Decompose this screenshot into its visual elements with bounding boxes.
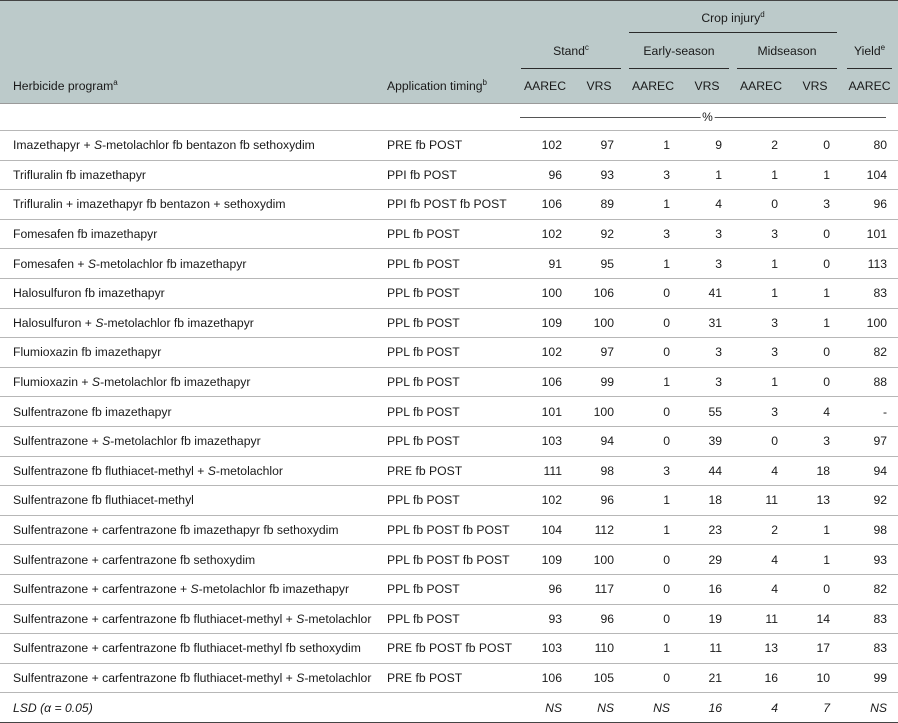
early-vrs-cell: 18	[681, 486, 733, 516]
stand-underline	[521, 68, 621, 69]
early-vrs-header: VRS	[694, 79, 720, 93]
stand-vrs-cell: 99	[573, 367, 625, 397]
herbicide-program-cell: Sulfentrazone fb imazethapyr	[0, 397, 377, 427]
table-row	[0, 486, 898, 516]
stand-aarec-cell: 93	[517, 604, 573, 634]
stand-vrs-cell: 100	[573, 308, 625, 338]
application-timing-cell: PPI fb POST	[377, 160, 517, 190]
application-timing-cell: PPL fb POST	[377, 397, 517, 427]
stand-vrs-cell: 105	[573, 663, 625, 693]
stand-aarec-cell: 102	[517, 131, 573, 161]
stand-aarec-cell: 106	[517, 190, 573, 220]
early-vrs-cell: 21	[681, 663, 733, 693]
yield-aarec-cell: 113	[841, 249, 898, 279]
application-timing-footnote: b	[482, 77, 487, 87]
herbicide-program-cell: Trifluralin fb imazethapyr	[0, 160, 377, 190]
table-row	[0, 131, 898, 161]
early-vrs-cell: 3	[681, 249, 733, 279]
mid-vrs-cell: 1	[789, 278, 841, 308]
percent-unit-label: %	[702, 110, 713, 124]
stand-aarec-cell: 101	[517, 397, 573, 427]
table-row	[0, 367, 898, 397]
mid-vrs-cell: 3	[789, 190, 841, 220]
early-vrs-cell: 55	[681, 397, 733, 427]
mid-aarec-cell: 4	[733, 574, 789, 604]
herbicide-program-cell: Flumioxazin + S-metolachlor fb imazethapyr	[0, 367, 377, 397]
application-timing-cell: PRE fb POST fb POST	[377, 634, 517, 664]
mid-aarec-cell: 1	[733, 367, 789, 397]
midseason-label: Midseason	[757, 44, 817, 58]
application-timing-cell: PPL fb POST fb POST	[377, 515, 517, 545]
yield-aarec-cell: 104	[841, 160, 898, 190]
herbicide-program-cell: Sulfentrazone + S-metolachlor fb imazethapyr	[0, 426, 377, 456]
early-aarec-cell: 0	[625, 338, 681, 368]
stand-group-header	[517, 33, 625, 69]
table-row	[0, 219, 898, 249]
early-vrs-cell: 23	[681, 515, 733, 545]
early-vrs-cell: 41	[681, 278, 733, 308]
table-header	[0, 0, 898, 104]
yield-aarec-cell: 82	[841, 574, 898, 604]
mid-aarec-cell: 3	[733, 397, 789, 427]
mid-aarec-cell: 1	[733, 160, 789, 190]
early-aarec-cell: 0	[625, 663, 681, 693]
crop-injury-label: Crop injury	[701, 11, 761, 25]
stand-vrs-cell: 93	[573, 160, 625, 190]
herbicide-program-cell: Halosulfuron + S-metolachlor fb imazethapyr	[0, 308, 377, 338]
table-row	[0, 545, 898, 575]
stand-aarec-cell: 106	[517, 367, 573, 397]
stand-aarec-cell: 109	[517, 545, 573, 575]
lsd-early-vrs-cell: 16	[681, 693, 733, 722]
table-row	[0, 515, 898, 545]
early-aarec-cell: 0	[625, 426, 681, 456]
mid-aarec-cell: 4	[733, 545, 789, 575]
application-timing-cell: PPL fb POST	[377, 574, 517, 604]
mid-aarec-cell: 3	[733, 308, 789, 338]
stand-aarec-cell: 111	[517, 456, 573, 486]
stand-aarec-cell: 104	[517, 515, 573, 545]
mid-vrs-cell: 1	[789, 515, 841, 545]
application-timing-cell: PPL fb POST	[377, 426, 517, 456]
mid-vrs-cell: 10	[789, 663, 841, 693]
early-aarec-cell: 3	[625, 456, 681, 486]
mid-aarec-cell: 1	[733, 249, 789, 279]
application-timing-cell: PRE fb POST	[377, 456, 517, 486]
table-row	[0, 249, 898, 279]
early-aarec-cell: 1	[625, 190, 681, 220]
herbicide-program-cell: Sulfentrazone fb fluthiacet-methyl	[0, 486, 377, 516]
crop-injury-group-header	[625, 0, 841, 33]
application-timing-cell: PPI fb POST fb POST	[377, 190, 517, 220]
application-timing-cell: PPL fb POST	[377, 338, 517, 368]
herbicide-program-cell: Flumioxazin fb imazethapyr	[0, 338, 377, 368]
lsd-mid-vrs-cell: 7	[789, 693, 841, 722]
early-aarec-cell: 1	[625, 634, 681, 664]
early-aarec-cell: 1	[625, 131, 681, 161]
mid-vrs-cell: 13	[789, 486, 841, 516]
stand-aarec-cell: 96	[517, 160, 573, 190]
yield-aarec-cell: 96	[841, 190, 898, 220]
application-timing-cell: PPL fb POST	[377, 278, 517, 308]
application-timing-cell: PPL fb POST	[377, 367, 517, 397]
mid-aarec-cell: 2	[733, 515, 789, 545]
mid-vrs-cell: 3	[789, 426, 841, 456]
stand-vrs-cell: 97	[573, 338, 625, 368]
mid-aarec-cell: 13	[733, 634, 789, 664]
lsd-stand-vrs-cell: NS	[573, 693, 625, 722]
early-aarec-cell: 0	[625, 308, 681, 338]
yield-aarec-cell: -	[841, 397, 898, 427]
herbicide-program-cell: Trifluralin + imazethapyr fb bentazon + sethoxydim	[0, 190, 377, 220]
herbicide-program-footnote: a	[113, 77, 118, 87]
early-vrs-cell: 44	[681, 456, 733, 486]
yield-aarec-cell: 80	[841, 131, 898, 161]
early-vrs-cell: 11	[681, 634, 733, 664]
stand-vrs-cell: 106	[573, 278, 625, 308]
early-aarec-cell: 0	[625, 278, 681, 308]
mid-aarec-cell: 11	[733, 486, 789, 516]
stand-footnote: c	[584, 42, 589, 52]
stand-vrs-cell: 96	[573, 604, 625, 634]
stand-aarec-cell: 91	[517, 249, 573, 279]
mid-vrs-cell: 0	[789, 219, 841, 249]
application-timing-cell: PPL fb POST	[377, 604, 517, 634]
application-timing-cell: PPL fb POST fb POST	[377, 545, 517, 575]
early-aarec-cell: 3	[625, 219, 681, 249]
stand-vrs-cell: 95	[573, 249, 625, 279]
early-vrs-cell: 31	[681, 308, 733, 338]
herbicide-program-cell: Imazethapyr + S-metolachlor fb bentazon fb sethoxydim	[0, 131, 377, 161]
table-row	[0, 663, 898, 693]
stand-vrs-cell: 100	[573, 397, 625, 427]
mid-vrs-cell: 1	[789, 545, 841, 575]
early-vrs-cell: 4	[681, 190, 733, 220]
herbicide-program-cell: Halosulfuron fb imazethapyr	[0, 278, 377, 308]
herbicide-program-label: Herbicide program	[13, 79, 114, 93]
herbicide-program-header	[0, 69, 377, 104]
yield-aarec-cell: 100	[841, 308, 898, 338]
stand-aarec-cell: 102	[517, 219, 573, 249]
lsd-mid-aarec-cell: 4	[733, 693, 789, 722]
early-aarec-cell: 1	[625, 486, 681, 516]
yield-footnote: e	[880, 42, 886, 52]
application-timing-label: Application timing	[387, 79, 483, 93]
herbicide-program-cell: Fomesafen + S-metolachlor fb imazethapyr	[0, 249, 377, 279]
mid-aarec-cell: 16	[733, 663, 789, 693]
mid-vrs-cell: 0	[789, 131, 841, 161]
early-season-group-header	[625, 33, 733, 69]
table-row	[0, 456, 898, 486]
stand-vrs-cell: 117	[573, 574, 625, 604]
early-aarec-cell: 0	[625, 545, 681, 575]
stand-aarec-cell: 106	[517, 663, 573, 693]
yield-label: Yield	[853, 44, 881, 58]
yield-aarec-cell: 99	[841, 663, 898, 693]
yield-underline	[847, 68, 892, 69]
yield-aarec-cell: 93	[841, 545, 898, 575]
lsd-label: LSD (α = 0.05)	[0, 693, 377, 722]
early-aarec-cell: 0	[625, 604, 681, 634]
herbicide-program-cell: Sulfentrazone fb fluthiacet-methyl + S-metolachlor	[0, 456, 377, 486]
table-row	[0, 190, 898, 220]
lsd-row	[0, 693, 898, 722]
stand-vrs-cell: 97	[573, 131, 625, 161]
yield-aarec-cell: 83	[841, 278, 898, 308]
table-row	[0, 426, 898, 456]
lsd-yield-aarec-cell: NS	[841, 693, 898, 722]
herbicide-program-cell: Sulfentrazone + carfentrazone fb fluthiacet-methyl fb sethoxydim	[0, 634, 377, 664]
stand-vrs-cell: 92	[573, 219, 625, 249]
herbicide-program-cell: Sulfentrazone + carfentrazone fb imazethapyr fb sethoxydim	[0, 515, 377, 545]
application-timing-cell: PRE fb POST	[377, 131, 517, 161]
early-vrs-cell: 16	[681, 574, 733, 604]
application-timing-cell: PRE fb POST	[377, 663, 517, 693]
early-vrs-cell: 9	[681, 131, 733, 161]
stand-vrs-cell: 96	[573, 486, 625, 516]
stand-aarec-cell: 96	[517, 574, 573, 604]
early-aarec-header: AAREC	[632, 79, 674, 93]
unit-row-cell	[517, 104, 898, 131]
stand-aarec-cell: 103	[517, 426, 573, 456]
herbicide-program-cell: Sulfentrazone + carfentrazone fb sethoxydim	[0, 545, 377, 575]
table-row	[0, 160, 898, 190]
early-aarec-cell: 1	[625, 249, 681, 279]
table-row	[0, 278, 898, 308]
application-timing-cell: PPL fb POST	[377, 249, 517, 279]
mid-aarec-cell: 3	[733, 338, 789, 368]
mid-vrs-cell: 1	[789, 160, 841, 190]
mid-aarec-cell: 3	[733, 219, 789, 249]
table-row	[0, 338, 898, 368]
early-vrs-cell: 39	[681, 426, 733, 456]
table-row	[0, 604, 898, 634]
stand-aarec-cell: 102	[517, 338, 573, 368]
early-season-label: Early-season	[643, 44, 715, 58]
mid-vrs-header: VRS	[802, 79, 828, 93]
early-vrs-cell: 29	[681, 545, 733, 575]
yield-group-header	[841, 33, 898, 69]
mid-vrs-cell: 18	[789, 456, 841, 486]
stand-vrs-cell: 112	[573, 515, 625, 545]
yield-aarec-cell: 83	[841, 604, 898, 634]
early-aarec-cell: 0	[625, 574, 681, 604]
stand-vrs-cell: 98	[573, 456, 625, 486]
lsd-stand-aarec-cell: NS	[517, 693, 573, 722]
mid-vrs-cell: 14	[789, 604, 841, 634]
lsd-timing-empty	[377, 693, 517, 722]
stand-vrs-header: VRS	[586, 79, 612, 93]
table-body	[0, 104, 898, 722]
early-aarec-cell: 3	[625, 160, 681, 190]
stand-vrs-cell: 100	[573, 545, 625, 575]
mid-aarec-header: AAREC	[740, 79, 782, 93]
early-vrs-cell: 3	[681, 338, 733, 368]
midseason-group-header	[733, 33, 841, 69]
herbicide-program-cell: Sulfentrazone + carfentrazone fb fluthiacet-methyl + S-metolachlor	[0, 604, 377, 634]
mid-aarec-cell: 4	[733, 456, 789, 486]
table-row	[0, 397, 898, 427]
mid-aarec-cell: 2	[733, 131, 789, 161]
table-row	[0, 634, 898, 664]
mid-vrs-cell: 0	[789, 367, 841, 397]
yield-aarec-cell: 82	[841, 338, 898, 368]
mid-vrs-cell: 0	[789, 249, 841, 279]
stand-aarec-cell: 100	[517, 278, 573, 308]
early-vrs-cell: 3	[681, 219, 733, 249]
mid-aarec-cell: 11	[733, 604, 789, 634]
herbicide-program-cell: Sulfentrazone + carfentrazone fb fluthiacet-methyl + S-metolachlor	[0, 663, 377, 693]
yield-aarec-cell: 88	[841, 367, 898, 397]
early-aarec-cell: 1	[625, 515, 681, 545]
lsd-early-aarec-cell: NS	[625, 693, 681, 722]
mid-aarec-cell: 0	[733, 426, 789, 456]
herbicide-program-cell: Sulfentrazone + carfentrazone + S-metolachlor fb imazethapyr	[0, 574, 377, 604]
yield-aarec-cell: 98	[841, 515, 898, 545]
mid-vrs-cell: 17	[789, 634, 841, 664]
stand-label: Stand	[553, 44, 585, 58]
mid-aarec-cell: 1	[733, 278, 789, 308]
stand-aarec-cell: 102	[517, 486, 573, 516]
application-timing-header	[377, 69, 517, 104]
stand-vrs-cell: 89	[573, 190, 625, 220]
crop-injury-footnote: d	[760, 9, 765, 19]
stand-aarec-header: AAREC	[524, 79, 566, 93]
early-season-underline	[629, 68, 729, 69]
yield-aarec-cell: 101	[841, 219, 898, 249]
early-vrs-cell: 3	[681, 367, 733, 397]
table-row	[0, 574, 898, 604]
early-vrs-cell: 19	[681, 604, 733, 634]
mid-vrs-cell: 4	[789, 397, 841, 427]
stand-vrs-cell: 94	[573, 426, 625, 456]
yield-aarec-header: AAREC	[848, 79, 891, 93]
stand-vrs-cell: 110	[573, 634, 625, 664]
stand-aarec-cell: 109	[517, 308, 573, 338]
mid-vrs-cell: 1	[789, 308, 841, 338]
mid-vrs-cell: 0	[789, 574, 841, 604]
midseason-underline	[737, 68, 837, 69]
application-timing-cell: PPL fb POST	[377, 219, 517, 249]
early-aarec-cell: 1	[625, 367, 681, 397]
stand-aarec-cell: 103	[517, 634, 573, 664]
yield-aarec-cell: 92	[841, 486, 898, 516]
early-vrs-cell: 1	[681, 160, 733, 190]
application-timing-cell: PPL fb POST	[377, 308, 517, 338]
mid-vrs-cell: 0	[789, 338, 841, 368]
unit-row	[0, 104, 898, 131]
application-timing-cell: PPL fb POST	[377, 486, 517, 516]
herbicide-program-cell: Fomesafen fb imazethapyr	[0, 219, 377, 249]
yield-aarec-cell: 83	[841, 634, 898, 664]
mid-aarec-cell: 0	[733, 190, 789, 220]
table-row	[0, 308, 898, 338]
yield-aarec-cell: 94	[841, 456, 898, 486]
early-aarec-cell: 0	[625, 397, 681, 427]
yield-aarec-cell: 97	[841, 426, 898, 456]
